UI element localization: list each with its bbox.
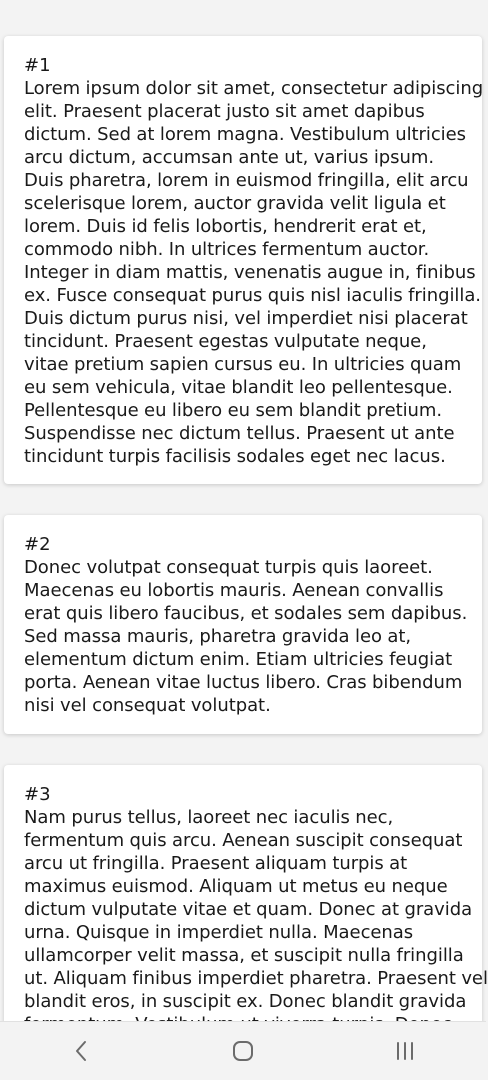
- card-text-line: urna. Quisque in imperdiet nulla. Maecenas: [24, 922, 414, 943]
- card-text-line: porta. Aenean vitae luctus libero. Cras bibendum: [24, 672, 463, 693]
- card-text-line: tincidunt. Praesent egestas vulputate neque,: [24, 331, 427, 352]
- card-text-line: nisi vel consequat volutpat.: [24, 695, 271, 716]
- system-navigation-bar: [0, 1021, 486, 1080]
- card-text-line: ut. Aliquam finibus imperdiet pharetra. Praesent vel: [24, 968, 488, 989]
- text-card[interactable]: [4, 765, 488, 1065]
- card-body: [24, 556, 468, 717]
- card-text-line: blandit eros, in suscipit ex. Donec blandit gravida: [24, 991, 467, 1012]
- card-text-line: scelerisque lorem, auctor gravida velit ligula et: [24, 193, 446, 214]
- card-body: [24, 806, 488, 1036]
- card-text-line: Maecenas eu lobortis mauris. Aenean convallis: [24, 580, 444, 601]
- card-text-line: arcu ut fringilla. Praesent aliquam turpis at: [24, 853, 408, 874]
- text-card[interactable]: [4, 36, 482, 484]
- card-text-line: Suspendisse nec dictum tellus. Praesent ut ante: [24, 423, 455, 444]
- card-text-line: Donec volutpat consequat turpis quis laoreet.: [24, 557, 433, 578]
- card-text-line: ullamcorper velit massa, et suscipit nulla fringilla: [24, 945, 464, 966]
- text-card[interactable]: [4, 515, 482, 734]
- card-text-line: vitae pretium sapien cursus eu. In ultricies quam: [24, 354, 462, 375]
- card-text-line: maximus euismod. Aliquam ut metus eu neque: [24, 876, 448, 897]
- back-chevron-icon: [74, 1040, 88, 1062]
- card-text-line: Duis dictum purus nisi, vel imperdiet nisi placerat: [24, 308, 468, 329]
- card-title: #1: [24, 55, 51, 76]
- card-text-line: fermentum quis arcu. Aenean suscipit consequat: [24, 830, 463, 851]
- card-text-line: tincidunt turpis facilisis sodales eget nec lacus.: [24, 446, 446, 467]
- card-text-line: Integer in diam mattis, venenatis augue in, finibus: [24, 262, 476, 283]
- card-text-line: Lorem ipsum dolor sit amet, consectetur adipiscing: [24, 78, 484, 99]
- card-text-line: Duis pharetra, lorem in euismod fringilla, elit arcu: [24, 170, 469, 191]
- card-text-line: ex. Fusce consequat purus quis nisl iaculis fringilla.: [24, 285, 481, 306]
- card-text-line: erat quis libero faucibus, et sodales sem dapibus.: [24, 603, 468, 624]
- card-text-line: elit. Praesent placerat justo sit amet dapibus: [24, 101, 425, 122]
- card-text-line: Pellentesque eu libero eu sem blandit pretium.: [24, 400, 443, 421]
- card-title: #2: [24, 534, 51, 555]
- recents-bars-icon: [395, 1041, 415, 1061]
- home-button[interactable]: [203, 1027, 283, 1075]
- card-text-line: elementum dictum enim. Etiam ultricies feugiat: [24, 649, 453, 670]
- card-text-line: eu sem vehicula, vitae blandit leo pellentesque.: [24, 377, 453, 398]
- card-title: #3: [24, 784, 51, 805]
- home-circle-icon: [232, 1040, 254, 1062]
- card-text-line: Nam purus tellus, laoreet nec iaculis nec,: [24, 807, 394, 828]
- card-text-line: Sed massa mauris, pharetra gravida leo at,: [24, 626, 412, 647]
- card-text-line: commodo nibh. In ultrices fermentum auctor.: [24, 239, 430, 260]
- card-text-line: dictum. Sed at lorem magna. Vestibulum ultricies: [24, 124, 466, 145]
- recents-button[interactable]: [365, 1027, 445, 1075]
- card-text-line: lorem. Duis id felis lobortis, hendrerit erat et,: [24, 216, 427, 237]
- card-text-line: arcu dictum, accumsan ante ut, varius ipsum.: [24, 147, 434, 168]
- back-button[interactable]: [41, 1027, 121, 1075]
- card-body: [24, 77, 484, 468]
- card-text-line: dictum vulputate vitae et quam. Donec at gravida: [24, 899, 473, 920]
